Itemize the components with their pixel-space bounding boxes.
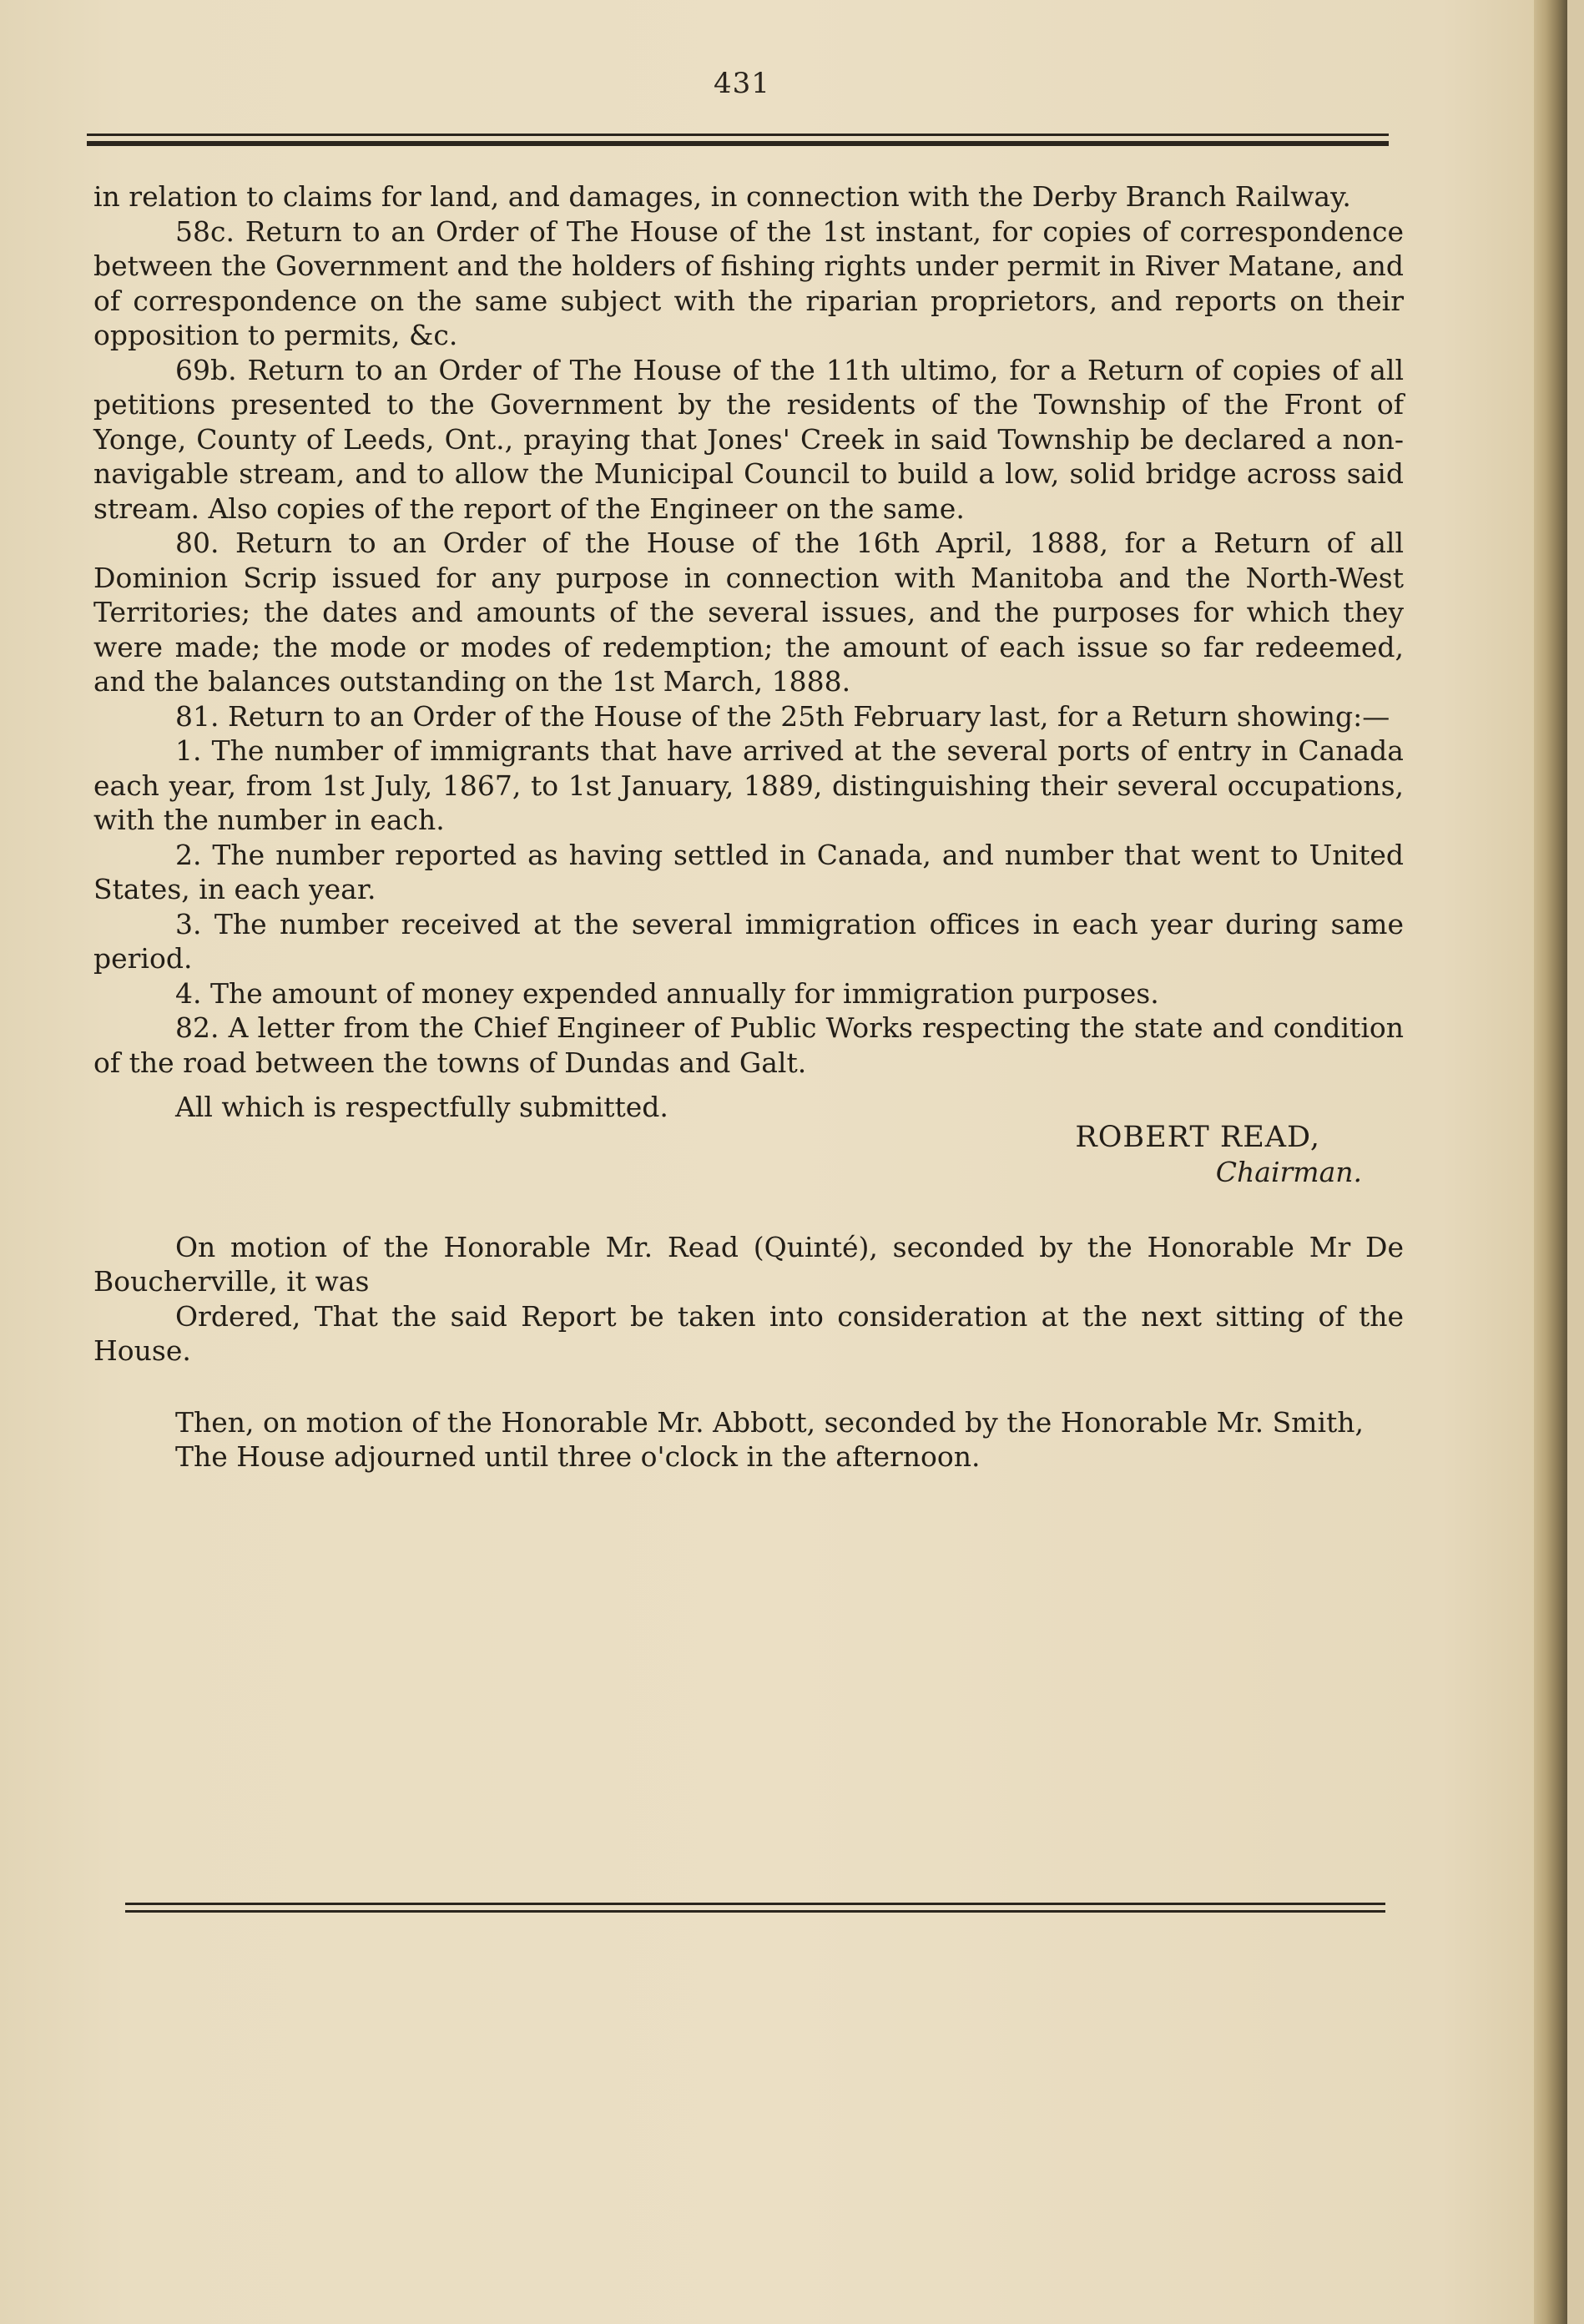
spacer <box>93 1369 1404 1405</box>
top-rule-thick <box>87 141 1389 146</box>
item-81-1: 1. The number of immigrants that have arrived at the several ports of entry in Canada each year, from 1st July, 1867, to 1st January, 1889, distinguishing their several occupations, with the number in each. <box>93 734 1404 836</box>
item-81-4: 4. The amount of money expended annually for immigration purposes. <box>175 976 1159 1010</box>
item-81-2: 2. The number reported as having settled in Canada, and number that went to United States, in each year. <box>93 838 1404 905</box>
item-80: 80. Return to an Order of the House of the 16th April, 1888, for a Return of all Dominion Scrip issued for any purpose in connection with Manitoba and the North-West Territories; the dates and amounts of the several issues, and the purposes for which they were made; the mode or modes of redemption; the amount of each issue so far redeemed, and the balances outstanding on the 1st March, 1888. <box>93 527 1404 698</box>
signature-title: Chairman. <box>1215 1156 1362 1188</box>
adjourned-line: The House adjourned until three o'clock in the afternoon. <box>175 1440 981 1473</box>
closing-line: All which is respectfully submitted. <box>175 1091 668 1123</box>
paragraph-continued: in relation to claims for land, and damages, in connection with the Derby Branch Railway. <box>93 180 1351 213</box>
page-edge <box>1534 0 1567 2324</box>
signature-name: ROBERT READ, <box>1075 1120 1320 1154</box>
item-58c: 58c. Return to an Order of The House of the 1st instant, for copies of correspondence between the Government and the holders of fishing rights under permit in River Matane, and of correspondence on the same subject with the riparian proprietors, and reports on their opposition to permits, &c. <box>93 214 1404 351</box>
bottom-rule-line-1 <box>125 1903 1385 1905</box>
item-82: 82. A letter from the Chief Engineer of Public Works respecting the state and condition of the road between the towns of Dundas and Galt. <box>93 1011 1404 1079</box>
top-rule <box>87 134 1389 152</box>
bottom-rule <box>125 1903 1385 1921</box>
bottom-rule-line-2 <box>125 1910 1385 1913</box>
spacer <box>93 1190 1404 1230</box>
body-text <box>93 179 1404 1475</box>
motion-abbott: Then, on motion of the Honorable Mr. Abbott, seconded by the Honorable Mr. Smith, <box>175 1405 1365 1439</box>
item-69b: 69b. Return to an Order of The House of the 11th ultimo, for a Return of copies of all petitions presented to the Government by the residents of the Township of the Front of Yonge, County of Leeds, Ont., praying that Jones' Creek in said Township be declared a non-navigable stream, and to allow the Municipal Council to build a low, solid bridge across said stream. Also copies of the report of the Engineer on the same. <box>93 353 1404 525</box>
top-rule-thin <box>87 134 1389 136</box>
motion-read: On motion of the Honorable Mr. Read (Quinté), seconded by the Honorable Mr De Boucherville, it was <box>93 1230 1404 1298</box>
signature-block <box>93 1120 1404 1190</box>
ordered-paragraph: Ordered, That the said Report be taken into consideration at the next sitting of the House. <box>93 1299 1404 1367</box>
page-number: 431 <box>714 67 770 100</box>
item-81-3: 3. The number received at the several immigration offices in each year during same period. <box>93 907 1404 975</box>
item-81: 81. Return to an Order of the House of the 25th February last, for a Return showing:— <box>175 699 1390 733</box>
